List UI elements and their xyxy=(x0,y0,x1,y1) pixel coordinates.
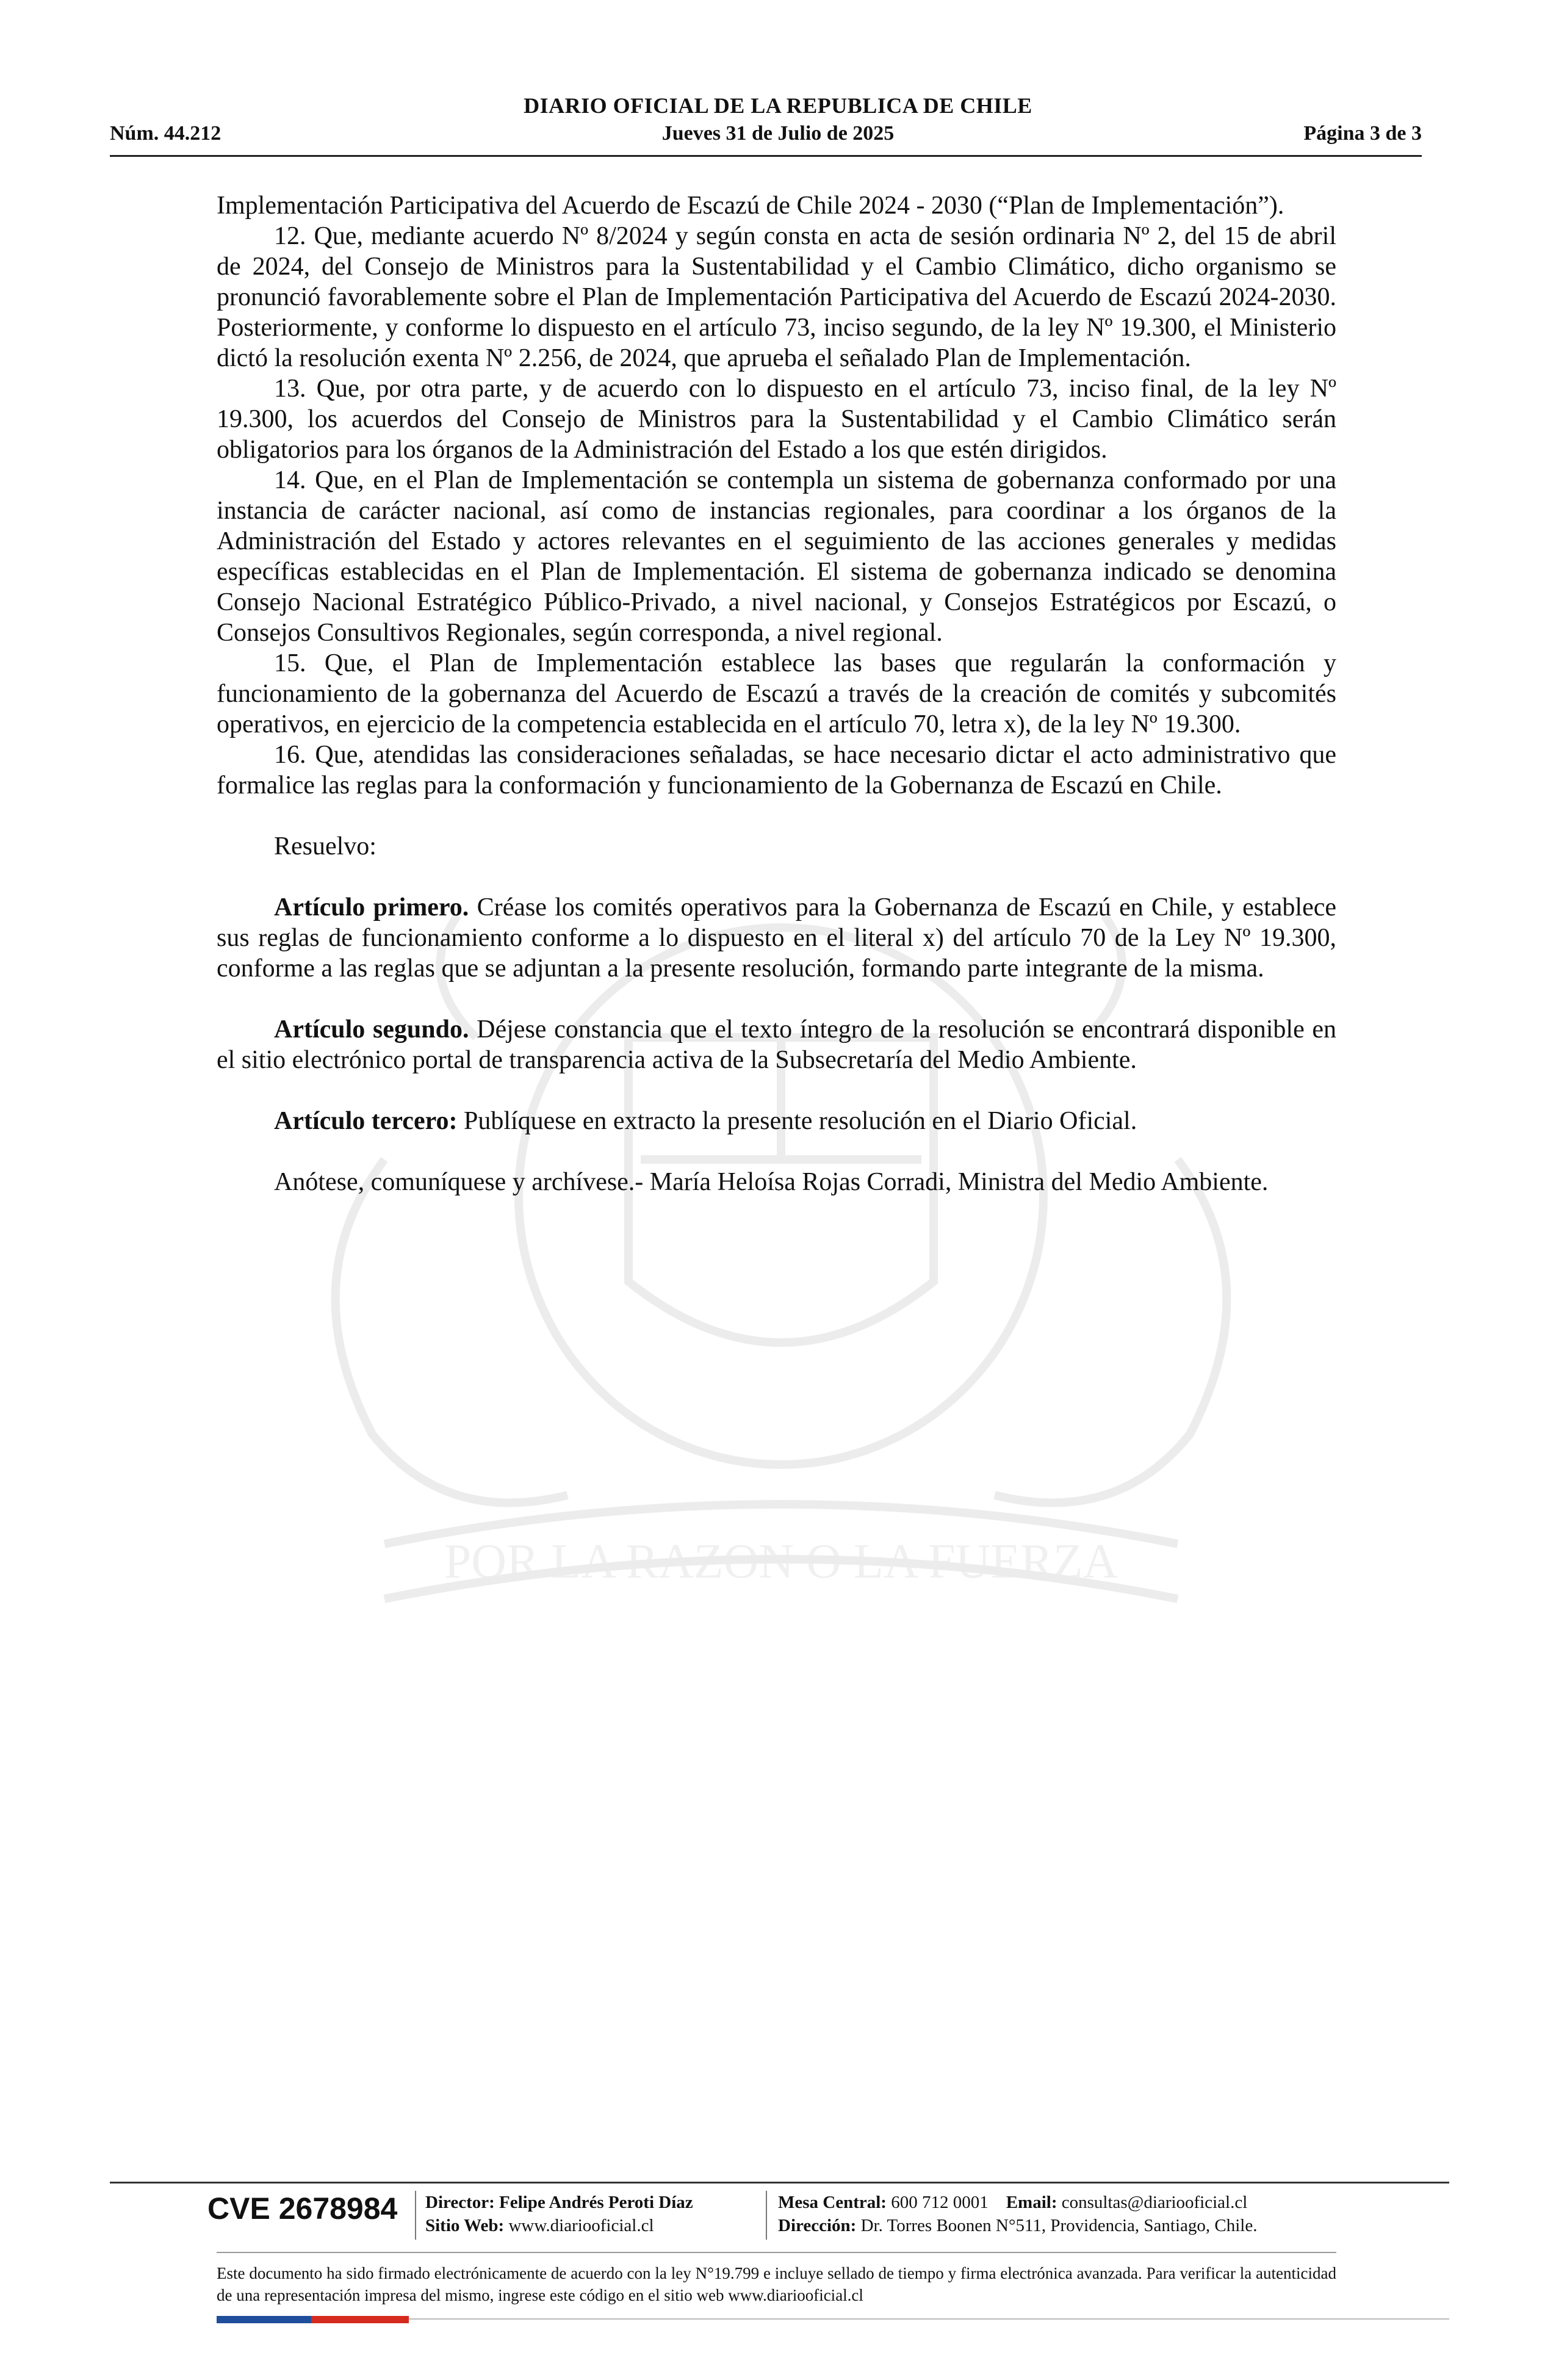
newspaper-title: DIARIO OFICIAL DE LA REPUBLICA DE CHILE xyxy=(524,93,1032,118)
director-label: Director: xyxy=(425,2193,495,2212)
site-link[interactable]: www.diariooficial.cl xyxy=(508,2216,654,2235)
mesa-value: 600 712 0001 xyxy=(891,2193,989,2212)
resuelvo-heading: Resuelvo: xyxy=(274,832,376,860)
footer-divider xyxy=(110,2182,1449,2183)
address-value: Dr. Torres Boonen N°511, Providencia, Santiago, Chile. xyxy=(860,2216,1258,2235)
footer-separator xyxy=(766,2191,767,2240)
article-2-label: Artículo segundo. xyxy=(274,1015,469,1044)
cve-code: CVE 2678984 xyxy=(207,2191,398,2226)
issue-number: Núm. 44.212 xyxy=(110,122,222,145)
issue-date: Jueves 31 de Julio de 2025 xyxy=(661,122,895,145)
article-2 xyxy=(217,1014,1336,1075)
article-2-text: Déjese constancia que el texto íntegro de la resolución se encontrará disponible en el sitio electrónico portal de transparencia activa de la Subsecretaría del Medio Ambiente. xyxy=(217,1015,1337,1074)
flag-blue xyxy=(217,2316,311,2323)
paragraph-12: 12. Que, mediante acuerdo Nº 8/2024 y según consta en acta de sesión ordinaria Nº 2, del 15 de abril de 2024, del Consejo de Ministros para la Sustentabilidad y el Cambio Climático, dicho organismo se pronunció favorablemente sobre el Plan de Implementación Participativa del Acuerdo de Escazú 2024-2030. Posteriormente, y conforme lo dispuesto en el artículo 73, inciso segundo, de la ley Nº 19.300, el Ministerio dictó la resolución exenta Nº 2.256, de 2024, que aprueba el señalado Plan de Implementación. xyxy=(217,222,1336,372)
director-name: Felipe Andrés Peroti Díaz xyxy=(499,2193,693,2212)
motto-text: POR LA RAZON O LA FUERZA xyxy=(444,1535,1118,1588)
email-link[interactable]: consultas@diariooficial.cl xyxy=(1061,2193,1248,2212)
article-1-text: Créase los comités operativos para la Gobernanza de Escazú en Chile, y establece sus reglas de funcionamiento conforme a lo dispuesto en el literal x) del artículo 70 de la Ley Nº 19.300, conforme a las reglas que se adjuntan a la presente resolución, formando parte integrante de la misma. xyxy=(217,893,1336,983)
article-3 xyxy=(217,1106,1336,1136)
footer-separator xyxy=(415,2191,416,2240)
header-divider xyxy=(110,155,1422,157)
article-3-label: Artículo tercero: xyxy=(274,1107,458,1135)
address-label: Dirección: xyxy=(778,2216,857,2235)
footer-director-block xyxy=(425,2191,693,2237)
email-label: Email: xyxy=(1006,2193,1057,2212)
paragraph-15: 15. Que, el Plan de Implementación establece las bases que regularán la conformación y funcionamiento de la gobernanza del Acuerdo de Escazú a través de la creación de comités y subcomités operativos, en ejercicio de la competencia establecida en el artículo 70, letra x), de la ley Nº 19.300. xyxy=(217,649,1336,738)
paragraph-13: 13. Que, por otra parte, y de acuerdo con lo dispuesto en el artículo 73, inciso final, de la ley Nº 19.300, los acuerdos del Consejo de Ministros para la Sustentabilidad y el Cambio Climático serán obligatorios para los órganos de la Administración del Estado a los que estén dirigidos. xyxy=(217,375,1336,464)
page-number: Página 3 de 3 xyxy=(1303,122,1422,145)
signature-notice: Este documento ha sido firmado electrónicamente de acuerdo con la ley N°19.799 e incluye sellado de tiempo y firma electrónica avanzada. Para verificar la autenticidad de una representación impresa del mismo, ingrese este código en el sitio web www.diariooficial.cl xyxy=(217,2264,1336,2304)
paragraph-continued: Implementación Participativa del Acuerdo de Escazú de Chile 2024 - 2030 (“Plan de Implementación”). xyxy=(217,192,1284,220)
article-1 xyxy=(217,892,1336,984)
footer-bottom-rule xyxy=(409,2318,1449,2320)
document-body xyxy=(217,190,1336,1197)
paragraph-14: 14. Que, en el Plan de Implementación se contempla un sistema de gobernanza conformado por una instancia de carácter nacional, así como de instancias regionales, para coordinar a los órganos de la Administración del Estado y actores relevantes en el seguimiento de las acciones generales y medidas específicas establecidas en el Plan de Implementación. El sistema de gobernanza indicado se denomina Consejo Nacional Estratégico Público-Privado, a nivel nacional, y Consejos Estratégicos por Escazú, o Consejos Consultivos Regionales, según corresponda, a nivel regional. xyxy=(217,466,1336,647)
article-3-text: Publíquese en extracto la presente resolución en el Diario Oficial. xyxy=(457,1107,1137,1135)
footer-divider-2 xyxy=(217,2252,1336,2253)
footer-contact-block xyxy=(778,2191,1257,2237)
article-1-label: Artículo primero. xyxy=(274,893,469,921)
closing-signature: Anótese, comuníquese y archívese.- María Heloísa Rojas Corradi, Ministra del Medio Ambiente. xyxy=(274,1168,1269,1196)
paragraph-16: 16. Que, atendidas las consideraciones señaladas, se hace necesario dictar el acto administrativo que formalice las reglas para la conformación y funcionamiento de la Gobernanza de Escazú en Chile. xyxy=(217,741,1336,799)
mesa-label: Mesa Central: xyxy=(778,2193,887,2212)
flag-red xyxy=(311,2316,409,2323)
site-label: Sitio Web: xyxy=(425,2216,505,2235)
